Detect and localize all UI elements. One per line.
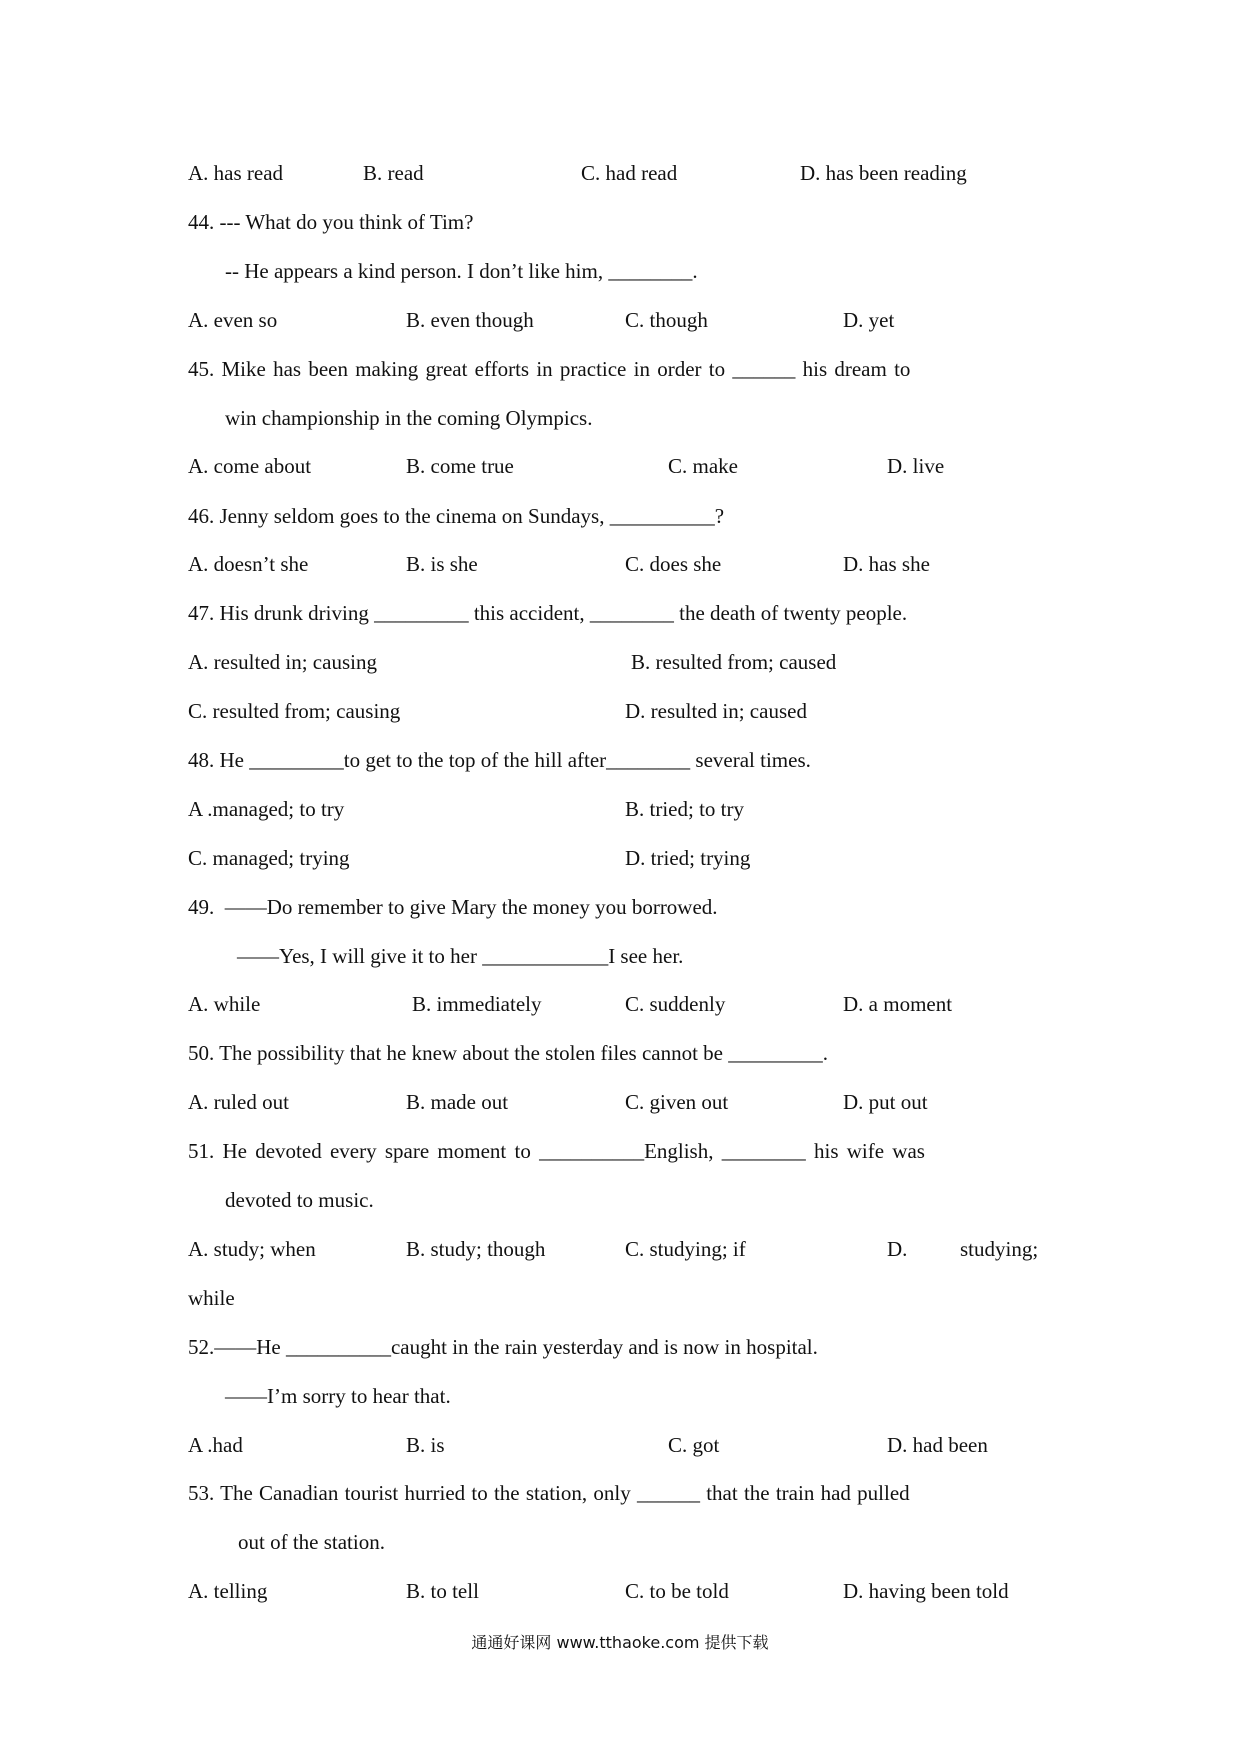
q50-option-a: A. ruled out — [188, 1090, 289, 1114]
q53-line2: out of the station. — [238, 1530, 385, 1554]
q52-option-b: B. is — [406, 1433, 445, 1457]
q49-option-c: C. suddenly — [625, 992, 726, 1016]
q51-stem: 51. He devoted every spare moment to __________English, ________ his wife was — [188, 1139, 925, 1163]
q53-option-d: D. having been told — [843, 1579, 1009, 1603]
q52-option-a: A .had — [188, 1433, 243, 1457]
q48-stem: 48. He _________to get to the top of the hill after________ several times. — [188, 748, 811, 772]
q52-option-c: C. got — [668, 1433, 720, 1457]
q47-option-c: C. resulted from; causing — [188, 699, 401, 723]
q49-option-b: B. immediately — [412, 992, 542, 1016]
q51-option-c: C. studying; if — [625, 1237, 746, 1261]
q47-option-d: D. resulted in; caused — [625, 699, 807, 723]
q44-line2: -- He appears a kind person. I don’t like him, ________. — [225, 259, 698, 283]
q47-stem: 47. His drunk driving _________ this accident, ________ the death of twenty people. — [188, 601, 908, 625]
q43-option-d: D. has been reading — [800, 161, 967, 185]
q52-line2: ——I’m sorry to hear that. — [225, 1384, 451, 1408]
q49-stem: 49. ——Do remember to give Mary the money you borrowed. — [188, 895, 718, 919]
q46-stem: 46. Jenny seldom goes to the cinema on Sundays, __________? — [188, 504, 725, 528]
q44-option-d: D. yet — [843, 308, 895, 332]
q49-option-a: A. while — [188, 992, 261, 1016]
q48-option-c: C. managed; trying — [188, 846, 350, 870]
q44-option-a: A. even so — [188, 308, 278, 332]
q48-option-d: D. tried; trying — [625, 846, 751, 870]
q46-option-d: D. has she — [843, 552, 930, 576]
q46-option-b: B. is she — [406, 552, 478, 576]
q44-stem: 44. --- What do you think of Tim? — [188, 210, 474, 234]
q51-option-b: B. study; though — [406, 1237, 546, 1261]
q48-option-b: B. tried; to try — [625, 797, 744, 821]
q46-option-a: A. doesn’t she — [188, 552, 309, 576]
q48-option-a: A .managed; to try — [188, 797, 345, 821]
q43-option-c: C. had read — [581, 161, 678, 185]
q46-option-c: C. does she — [625, 552, 722, 576]
q45-line2: win championship in the coming Olympics. — [225, 406, 593, 430]
q51-option-d-wrap: while — [188, 1286, 235, 1310]
q43-option-b: B. read — [363, 161, 424, 185]
q45-stem: 45. Mike has been making great efforts in practice in order to ______ his dream to — [188, 357, 911, 381]
q50-option-d: D. put out — [843, 1090, 928, 1114]
q45-option-c: C. make — [668, 454, 738, 478]
q51-option-d-text: studying; — [960, 1237, 1039, 1261]
q47-option-b: B. resulted from; caused — [631, 650, 837, 674]
q45-option-a: A. come about — [188, 454, 312, 478]
q45-option-b: B. come true — [406, 454, 514, 478]
q51-line2: devoted to music. — [225, 1188, 374, 1212]
q53-stem: 53. The Canadian tourist hurried to the station, only ______ that the train had pulled — [188, 1481, 910, 1505]
q43-option-a: A. has read — [188, 161, 284, 185]
q44-option-b: B. even though — [406, 308, 534, 332]
q47-option-a: A. resulted in; causing — [188, 650, 377, 674]
q50-stem: 50. The possibility that he knew about the stolen files cannot be _________. — [188, 1041, 829, 1065]
q50-option-c: C. given out — [625, 1090, 729, 1114]
page-footer: 通通好课网 www.tthaoke.com 提供下载 — [471, 1633, 769, 1652]
q52-option-d: D. had been — [887, 1433, 988, 1457]
q53-option-a: A. telling — [188, 1579, 268, 1603]
q52-stem: 52.——He __________caught in the rain yesterday and is now in hospital. — [188, 1335, 818, 1359]
q53-option-b: B. to tell — [406, 1579, 479, 1603]
q49-line2: ——Yes, I will give it to her ____________I see her. — [237, 944, 684, 968]
q44-option-c: C. though — [625, 308, 708, 332]
q45-option-d: D. live — [887, 454, 945, 478]
q53-option-c: C. to be told — [625, 1579, 729, 1603]
q51-option-a: A. study; when — [188, 1237, 316, 1261]
q51-option-d-label: D. — [887, 1237, 908, 1261]
q49-option-d: D. a moment — [843, 992, 953, 1016]
q50-option-b: B. made out — [406, 1090, 509, 1114]
